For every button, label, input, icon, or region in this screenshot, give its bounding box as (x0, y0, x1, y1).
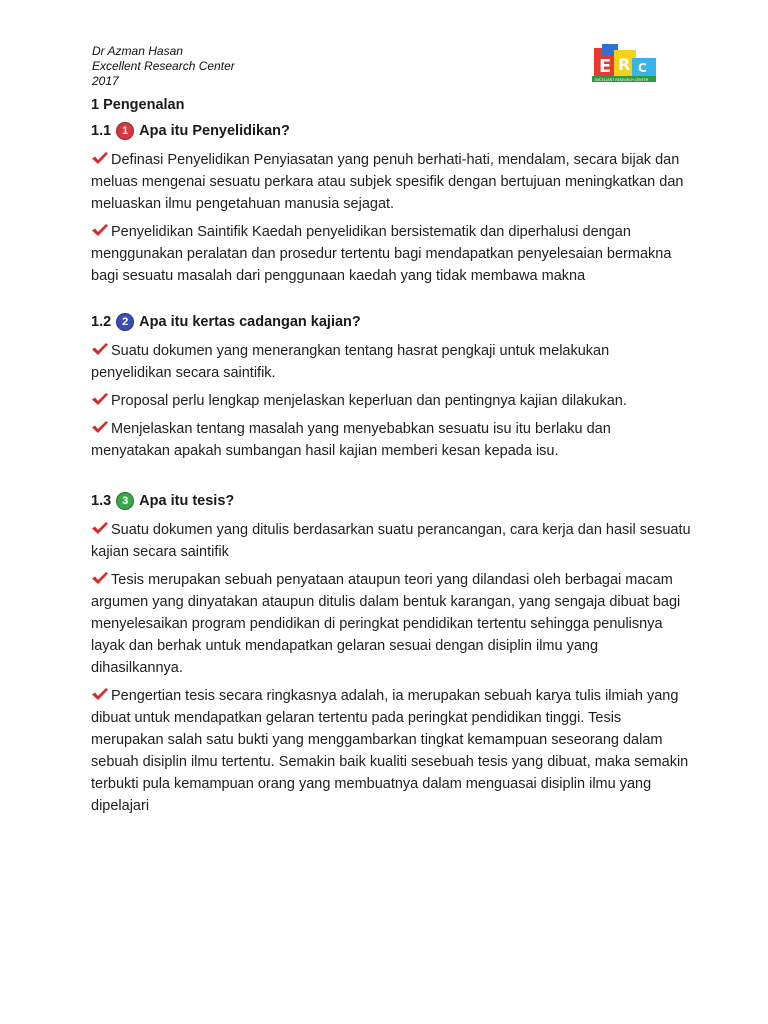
subsection-number: 1.2 (91, 314, 112, 330)
author-name: Dr Azman Hasan (92, 44, 183, 58)
subsection-heading-3 (91, 492, 691, 510)
logo-letter-r: R (618, 55, 631, 74)
erc-logo (588, 42, 660, 92)
bullet-paragraph (91, 149, 691, 215)
subsection-title: Apa itu Penyelidikan? (139, 123, 290, 139)
bullet-paragraph (91, 519, 691, 563)
check-icon (91, 223, 109, 237)
number-badge-icon: 3 (116, 492, 134, 510)
subsection-number: 1.1 (91, 123, 112, 139)
subsection-title: Apa itu kertas cadangan kajian? (139, 314, 361, 330)
paragraph-text: Suatu dokumen yang menerangkan tentang hasrat pengkaji untuk melakukan penyelidikan secara saintifik. (91, 343, 610, 381)
subsection-heading-2 (91, 313, 691, 331)
bullet-paragraph (91, 569, 691, 679)
check-icon (91, 571, 109, 585)
paragraph-text: Proposal perlu lengkap menjelaskan keperluan dan pentingnya kajian dilakukan. (111, 393, 627, 409)
document-body (91, 96, 691, 823)
bullet-paragraph (91, 390, 691, 412)
paragraph-text: Definasi Penyelidikan Penyiasatan yang penuh berhati-hati, mendalam, secara bijak dan meluas mengenai sesuatu perkara atau subjek spesifik dengan bertujuan meningkatkan dan meluaskan ilmu pengetahuan manusia sejagat. (91, 152, 684, 212)
number-badge-icon: 2 (116, 313, 134, 331)
bullet-paragraph (91, 340, 691, 384)
bullet-paragraph (91, 685, 691, 817)
number-badge-icon: 1 (116, 122, 134, 140)
paragraph-text: Pengertian tesis secara ringkasnya adalah, ia merupakan sebuah karya tulis ilmiah yang dibuat untuk mendapatkan gelaran tertentu pada peringkat pendidikan tinggi. Tesis merupakan salah satu bukti yang menggambarkan tingkat kemampuan seseorang dalam sebuah disiplin ilmu tertentu. Semakin baik kualiti sesebuah tesis yang dibuat, maka semakin terbukti pula kemampuan orang yang membuatnya dalam menguasai disiplin ilmu yang dipelajari (91, 688, 689, 814)
subsections (91, 122, 691, 817)
section-title: 1 Pengenalan (91, 97, 185, 113)
paragraph-text: Menjelaskan tentang masalah yang menyebabkan sesuatu isu itu berlaku dan menyatakan apakah sumbangan hasil kajian memberi kesan kepada isu. (91, 421, 611, 459)
paragraph-text: Suatu dokumen yang ditulis berdasarkan suatu perancangan, cara kerja dan hasil sesuatu kajian secara saintifik (91, 522, 691, 560)
check-icon (91, 521, 109, 535)
document-header (92, 44, 235, 89)
paragraph-text: Penyelidikan Saintifik Kaedah penyelidikan bersistematik dan diperhalusi dengan menggunakan peralatan dan prosedur tertentu bagi mendapatkan penyelesaian bermakna bagi sesuatu masalah dari penggunaan kaedah yang tidak membawa makna (91, 224, 672, 284)
logo-tagline: EXCELLENT RESEARCH CENTER (595, 78, 649, 82)
logo-letter-e: E (599, 56, 612, 77)
bullet-paragraph (91, 221, 691, 287)
check-icon (91, 687, 109, 701)
logo-letter-c: C (638, 61, 647, 75)
subsection-title: Apa itu tesis? (139, 493, 235, 509)
organization-name: Excellent Research Center (92, 59, 235, 73)
subsection-number: 1.3 (91, 493, 112, 509)
subsection-heading-1 (91, 122, 691, 140)
check-icon (91, 392, 109, 406)
check-icon (91, 151, 109, 165)
check-icon (91, 420, 109, 434)
paragraph-text: Tesis merupakan sebuah penyataan ataupun teori yang dilandasi oleh berbagai macam argumen yang dinyatakan ataupun ditulis dalam bentuk karangan, yang sengaja dibuat bagi menyelesaikan program pendidikan di peringkat pendidikan tertentu sehingga penulisnya layak dan berhak untuk mendapatkan gelaran sesuai dengan disiplin ilmu yang dihasilkannya. (91, 572, 681, 676)
check-icon (91, 342, 109, 356)
document-year: 2017 (92, 74, 119, 88)
bullet-paragraph (91, 418, 691, 462)
